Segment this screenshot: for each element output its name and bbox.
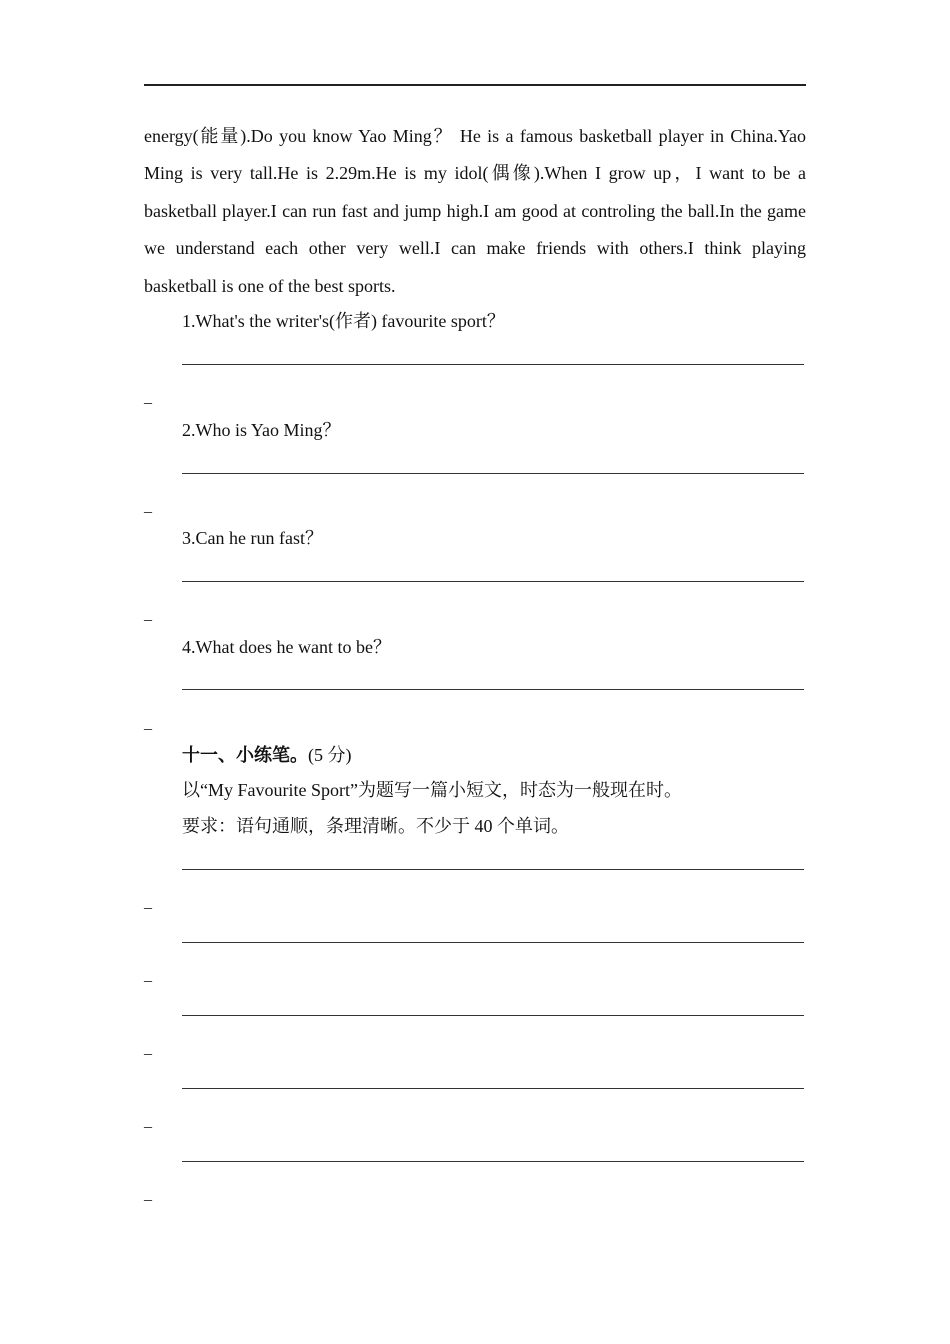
writing-instruction: 以“My Favourite Sport”为题写一篇小短文，时态为一般现在时。 <box>182 780 682 800</box>
line-end-mark: _ <box>144 715 152 732</box>
answer-line-1[interactable] <box>182 364 804 365</box>
line-end-mark: _ <box>144 1040 152 1057</box>
question-1: 1.What's the writer's(作者) favourite sport？ <box>182 311 505 331</box>
line-end-mark: _ <box>144 894 152 911</box>
question-3: 3.Can he run fast？ <box>182 528 323 548</box>
line-end-mark: _ <box>144 389 152 406</box>
writing-line-4[interactable] <box>182 1088 804 1089</box>
writing-line-5[interactable] <box>182 1161 804 1162</box>
reading-passage: energy(能量).Do you know Yao Ming？ He is a famous basketball player in China.Yao Ming is very tall.He is 2.29m.He is my idol(偶像).When I grow up，I want to be a basketball player.I can run fast and jump high.I am good at controling the ball.In the game we understand each other very well.I can make friends with others.I think playing basketball is one of the best sports. <box>144 126 806 296</box>
line-end-mark: _ <box>144 1113 152 1130</box>
line-end-mark: _ <box>144 498 152 515</box>
writing-requirement: 要求：语句通顺，条理清晰。不少于 40 个单词。 <box>182 816 569 836</box>
header-rule <box>144 84 806 86</box>
line-end-mark: _ <box>144 606 152 623</box>
line-end-mark: _ <box>144 967 152 984</box>
section-title <box>182 743 352 767</box>
writing-line-1[interactable] <box>182 869 804 870</box>
question-4: 4.What does he want to be？ <box>182 637 391 657</box>
answer-line-4[interactable] <box>182 689 804 690</box>
section-heading: 十一、小练笔。 <box>182 745 308 765</box>
writing-line-3[interactable] <box>182 1015 804 1016</box>
writing-line-2[interactable] <box>182 942 804 943</box>
question-2: 2.Who is Yao Ming？ <box>182 420 341 440</box>
answer-line-3[interactable] <box>182 581 804 582</box>
answer-line-2[interactable] <box>182 473 804 474</box>
section-score: (5 分) <box>308 745 352 765</box>
line-end-mark: _ <box>144 1186 152 1203</box>
